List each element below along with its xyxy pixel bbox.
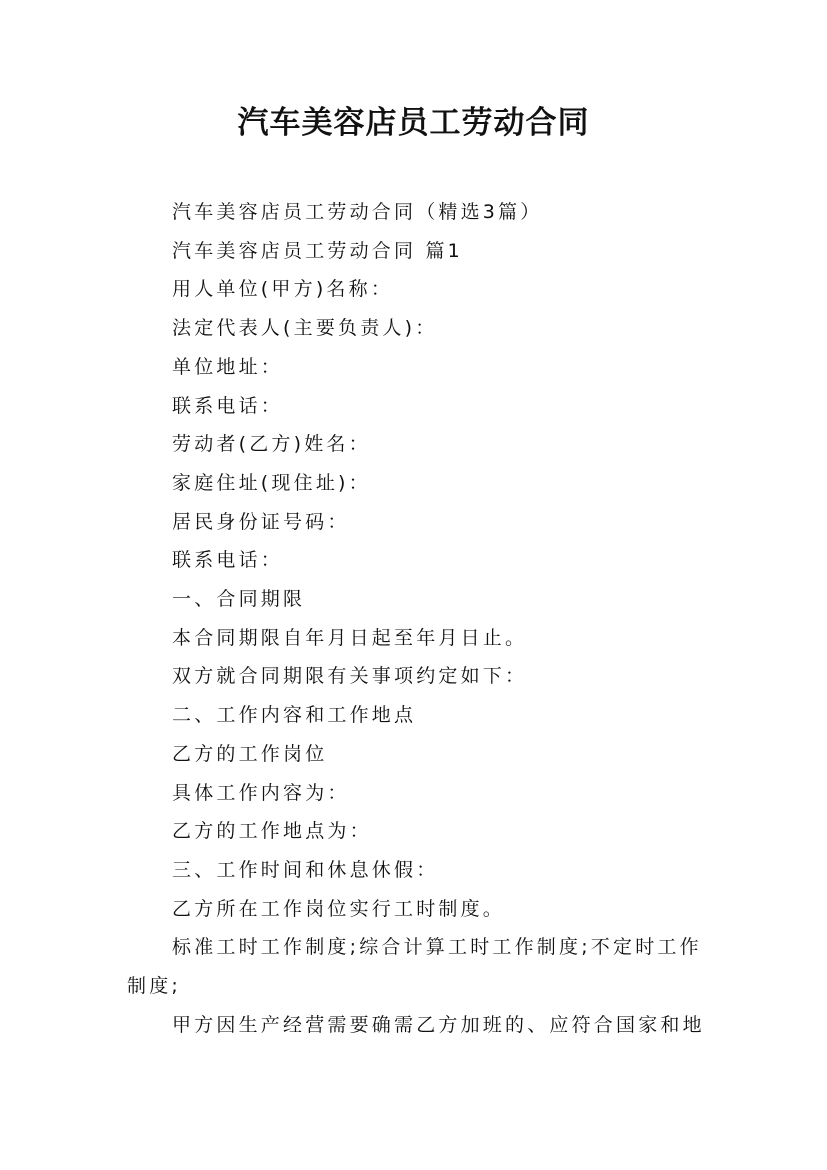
paragraph-employee-phone: 联系电话： [172, 549, 284, 572]
paragraph-term-agreement: 双方就合同期限有关事项约定如下： [172, 665, 528, 688]
paragraph-clause-2-heading: 二、工作内容和工作地点 [172, 704, 417, 727]
paragraph-employer-name: 用人单位(甲方)名称： [172, 278, 394, 301]
paragraph-hours-options: 标准工时工作制度;综合计算工时工作制度;不定时工作制度; [127, 936, 702, 998]
document-body [127, 193, 707, 1044]
paragraph-section-heading: 汽车美容店员工劳动合同 篇1 [172, 239, 463, 262]
paragraph-legal-representative: 法定代表人(主要负责人)： [172, 317, 438, 340]
document-title: 汽车美容店员工劳动合同 [237, 105, 590, 141]
paragraph-employer-phone: 联系电话： [172, 394, 284, 417]
paragraph-working-hours-system: 乙方所在工作岗位实行工时制度。 [172, 897, 506, 920]
paragraph-employee-address: 家庭住址(现住址)： [172, 471, 371, 494]
paragraph-employer-address: 单位地址： [172, 355, 284, 378]
paragraph-contract-term: 本合同期限自年月日起至年月日止。 [172, 626, 528, 649]
paragraph-employee-name: 劳动者(乙方)姓名： [172, 433, 371, 456]
paragraph-subtitle: 汽车美容店员工劳动合同（精选3篇） [172, 201, 543, 223]
paragraph-id-number: 居民身份证号码： [172, 510, 350, 533]
paragraph-clause-3-heading: 三、工作时间和休息休假： [172, 858, 439, 881]
paragraph-work-location: 乙方的工作地点为： [172, 820, 372, 843]
paragraph-overtime: 甲方因生产经营需要确需乙方加班的、应符合国家和地 [172, 1013, 705, 1036]
paragraph-clause-1-heading: 一、合同期限 [172, 588, 306, 611]
paragraph-job-content: 具体工作内容为： [172, 781, 350, 804]
paragraph-job-position: 乙方的工作岗位 [172, 742, 328, 765]
